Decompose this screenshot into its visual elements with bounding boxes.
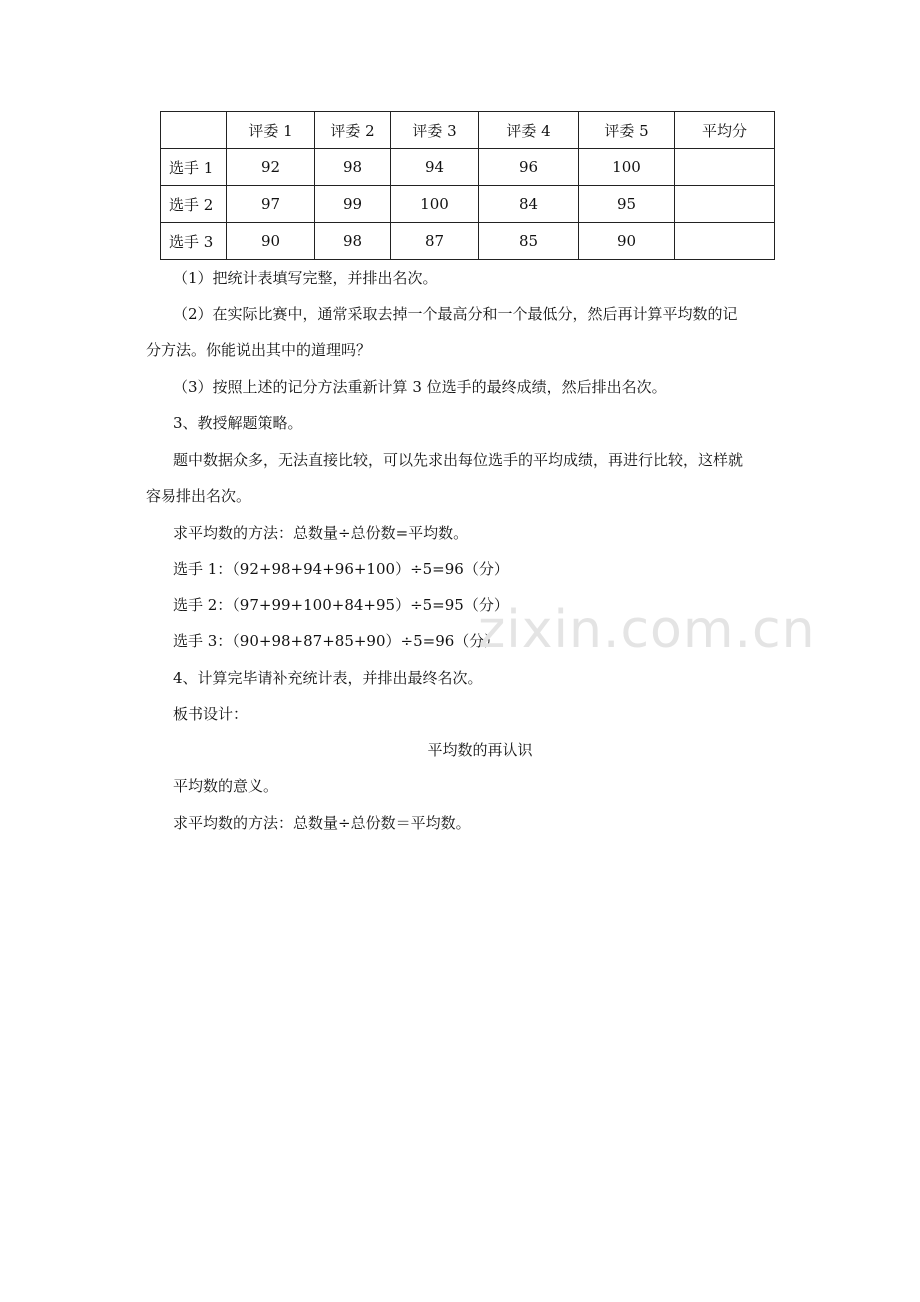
score-cell: 96 xyxy=(479,149,579,186)
row-label: 选手 2 xyxy=(161,186,227,223)
table-header-cell: 评委 1 xyxy=(227,112,315,149)
board-meaning: 平均数的意义。 xyxy=(173,777,279,795)
score-cell: 97 xyxy=(227,186,315,223)
score-cell: 98 xyxy=(315,149,391,186)
table-header-cell: 评委 2 xyxy=(315,112,391,149)
table-row xyxy=(161,186,775,223)
table-header-cell: 评委 4 xyxy=(479,112,579,149)
row-label: 选手 3 xyxy=(161,223,227,260)
step-4-heading: 4、计算完毕请补充统计表，并排出最终名次。 xyxy=(173,669,483,687)
score-cell: 85 xyxy=(479,223,579,260)
table-row xyxy=(161,149,775,186)
question-2-line-1: （2）在实际比赛中，通常采取去掉一个最高分和一个最低分，然后再计算平均数的记 xyxy=(173,305,738,323)
table-header-cell xyxy=(161,112,227,149)
average-cell xyxy=(675,223,775,260)
score-cell: 95 xyxy=(579,186,675,223)
average-cell xyxy=(675,149,775,186)
board-design-label: 板书设计： xyxy=(173,705,249,723)
table-header-cell: 评委 5 xyxy=(579,112,675,149)
score-table xyxy=(160,111,775,260)
question-2-line-2: 分方法。你能说出其中的道理吗？ xyxy=(146,341,372,359)
calculation-1: 选手 1：（92+98+94+96+100）÷5=96（分） xyxy=(173,560,509,578)
score-cell: 90 xyxy=(579,223,675,260)
score-cell: 94 xyxy=(391,149,479,186)
score-cell: 100 xyxy=(391,186,479,223)
score-cell: 92 xyxy=(227,149,315,186)
score-cell: 84 xyxy=(479,186,579,223)
board-method: 求平均数的方法：总数量÷总份数＝平均数。 xyxy=(173,814,471,832)
average-cell xyxy=(675,186,775,223)
strategy-line-1: 题中数据众多，无法直接比较，可以先求出每位选手的平均成绩，再进行比较，这样就 xyxy=(173,451,744,469)
row-label: 选手 1 xyxy=(161,149,227,186)
table-header-cell: 平均分 xyxy=(675,112,775,149)
score-cell: 87 xyxy=(391,223,479,260)
score-cell: 100 xyxy=(579,149,675,186)
calculation-2: 选手 2：（97+99+100+84+95）÷5=95（分） xyxy=(173,596,509,614)
score-cell: 90 xyxy=(227,223,315,260)
calculation-3: 选手 3：（90+98+87+85+90）÷5=96（分） xyxy=(173,632,500,650)
question-3: （3）按照上述的记分方法重新计算 3 位选手的最终成绩，然后排出名次。 xyxy=(173,378,667,396)
table-header-cell: 评委 3 xyxy=(391,112,479,149)
score-cell: 99 xyxy=(315,186,391,223)
watermark: zixin.com.cn xyxy=(478,600,816,660)
strategy-line-2: 容易排出名次。 xyxy=(146,487,252,505)
question-1: （1）把统计表填写完整，并排出名次。 xyxy=(173,269,438,287)
table-row xyxy=(161,223,775,260)
step-3-heading: 3、教授解题策略。 xyxy=(173,414,303,432)
score-cell: 98 xyxy=(315,223,391,260)
average-method: 求平均数的方法：总数量÷总份数=平均数。 xyxy=(173,524,469,542)
board-title: 平均数的再认识 xyxy=(427,741,533,759)
table-header-row xyxy=(161,112,775,149)
